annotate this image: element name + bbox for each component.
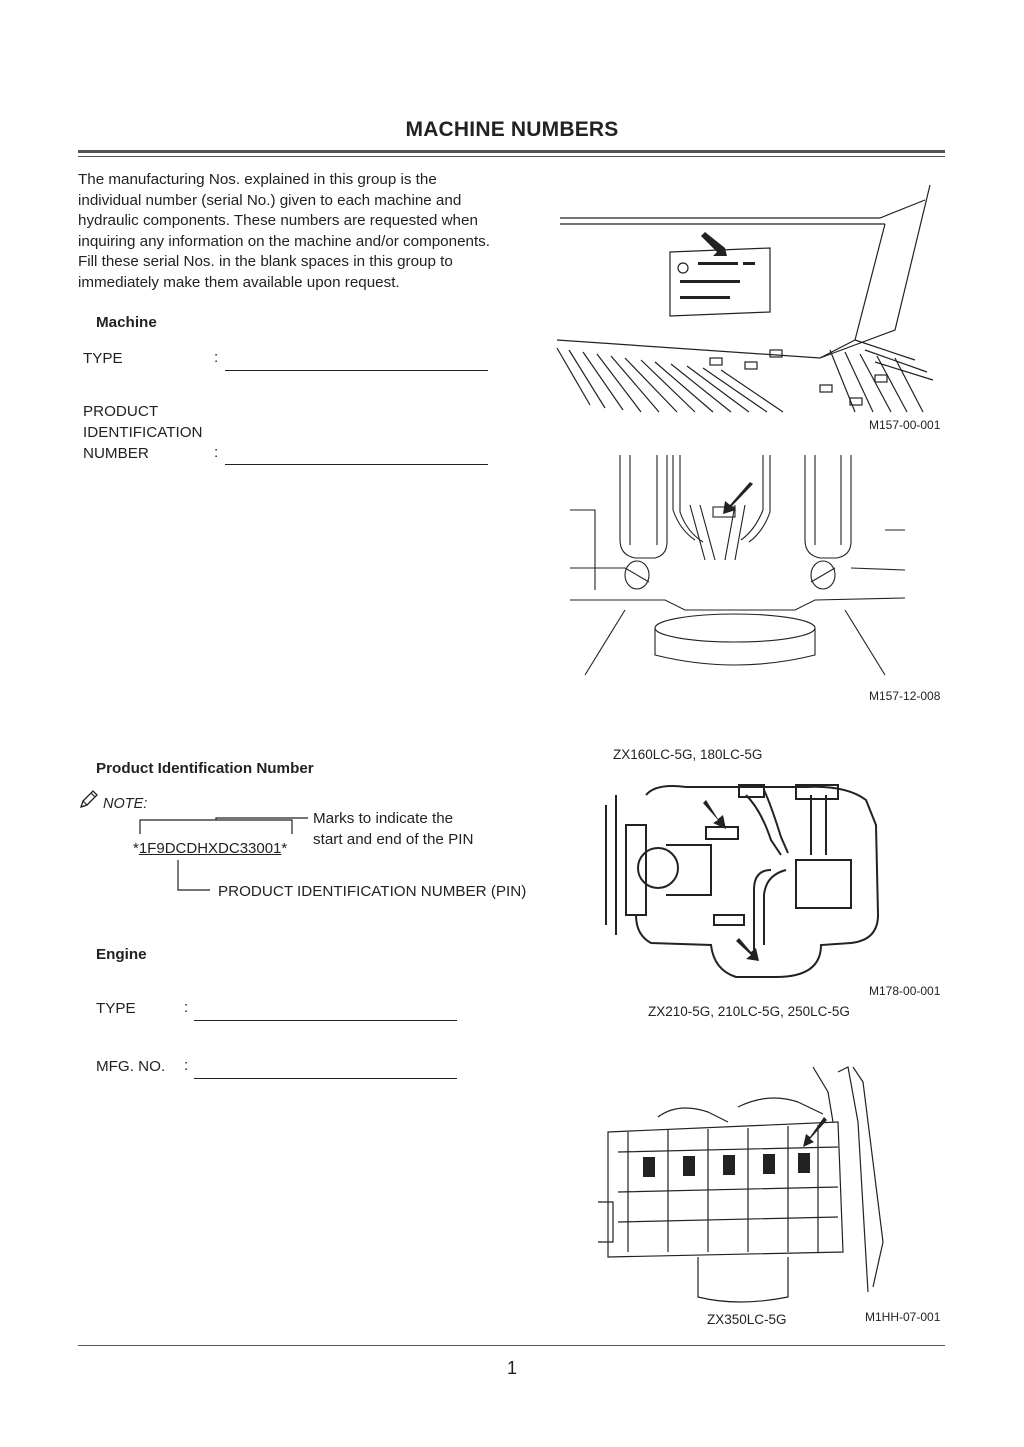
marks-text-line1: Marks to indicate the [313,810,454,827]
intro-line: individual number (serial No.) given to each machine and [78,191,462,209]
intro-line: inquiring any information on the machine and/or components. [78,232,490,250]
engine-illustration-zx160 [596,765,888,985]
footer-rule [78,1345,945,1346]
intro-line: hydraulic components. These numbers are requested when [78,212,478,230]
intro-line: Fill these serial Nos. in the blank spaces in this group to [78,253,453,271]
engine-type-blank[interactable] [194,1020,457,1021]
figure4-title: ZX210-5G, 210LC-5G, 250LC-5G [648,1004,850,1019]
figure1-code: M157-00-001 [869,418,941,432]
pin-heading: Product Identification Number [96,760,314,777]
engine-illustration-zx210 [598,1062,903,1310]
intro-line: The manufacturing Nos. explained in this group is the [78,171,437,188]
colon: : [214,349,219,366]
figure3-title: ZX160LC-5G, 180LC-5G [613,747,763,762]
engine-mfg-blank[interactable] [194,1078,457,1079]
figure3-code: M178-00-001 [869,984,941,998]
note-label: NOTE: [103,796,148,812]
colon: : [214,444,219,461]
engine-heading: Engine [96,946,147,963]
figure2-code: M157-12-008 [869,689,941,703]
pin-label-line1: PRODUCT [83,403,159,420]
page-title: MACHINE NUMBERS [405,118,619,141]
pin-star-start: * [133,840,139,857]
page-number: 1 [506,1358,517,1378]
pin-star-end: * [281,840,288,857]
pin-label-line2: IDENTIFICATION [83,424,203,441]
figure4-code: M1HH-07-001 [865,1310,941,1324]
machine-heading: Machine [96,314,157,331]
figure4-model: ZX350LC-5G [707,1312,787,1327]
pin-example [133,840,287,857]
intro-line: immediately make them available upon request. [78,273,400,291]
pin-plate-location-illustration [565,450,910,680]
pin-example-number: 1F9DCDHXDC33001 [138,840,282,857]
nameplate-location-illustration [555,180,945,415]
colon: : [184,999,189,1016]
colon: : [184,1057,189,1074]
marks-text-line2: start and end of the PIN [313,831,474,848]
machine-type-label: TYPE [83,350,123,367]
engine-mfg-label: MFG. NO. [96,1058,166,1075]
pin-caption: PRODUCT IDENTIFICATION NUMBER (PIN) [218,883,527,900]
pin-label-line3: NUMBER [83,445,149,462]
engine-type-label: TYPE [96,1000,136,1017]
